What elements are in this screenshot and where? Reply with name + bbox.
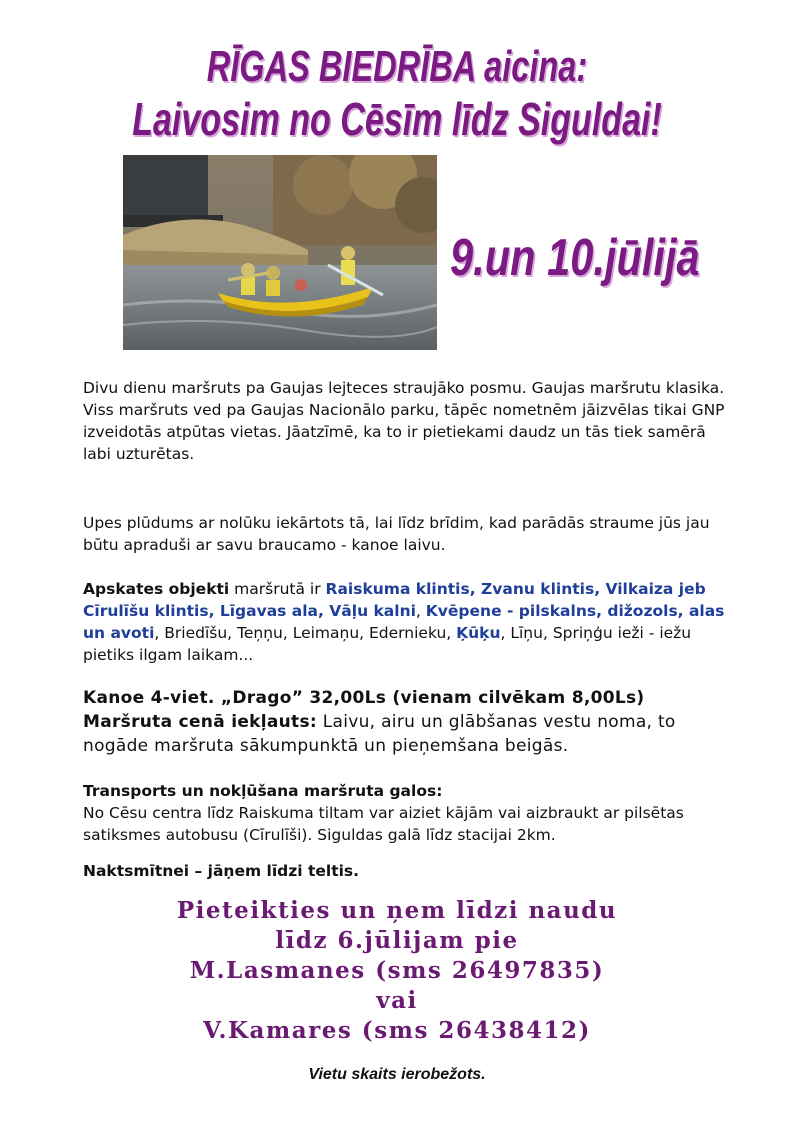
included-line xyxy=(83,710,733,758)
transport-text: No Cēsu centra līdz Raiskuma tiltam var aiziet kājām vai aizbraukt ar pilsētas satiksmes autobusu (Cīrulīši). Siguldas galā līdz stacijai 2km. xyxy=(83,804,684,844)
intro-line-2: Viss maršruts ved pa Gaujas Nacionālo parku, tāpēc nometnēm jāizvēlas tikai GNP izveidotās atpūtas vietas. Jāatzīmē, ka to ir pietiekami daudz un tās tiek samērā labi uzturētas. xyxy=(83,401,725,463)
price-line: Kanoe 4-viet. „Drago” 32,00Ls (vienam cilvēkam 8,00Ls) xyxy=(83,688,645,708)
intro-line-1: Divu dienu maršruts pa Gaujas lejteces straujāko posmu. Gaujas maršrutu klasika. xyxy=(83,379,725,397)
sight-kuku: Ķūķu xyxy=(456,624,501,642)
sights-text-1: maršrutā ir xyxy=(229,580,326,598)
price-block xyxy=(83,686,733,758)
included-label: Maršruta cenā iekļauts: xyxy=(83,712,318,732)
limited-places-note: Vietu skaits ierobežots. xyxy=(308,1066,486,1083)
transport-block xyxy=(83,780,733,846)
apply-line-4: vai xyxy=(376,987,418,1014)
event-date: 9.un 10.jūlijā xyxy=(450,229,700,287)
sight-raiskums: Raiskuma klintis xyxy=(325,580,470,598)
sights-text-5: , Līņu, Spriņģu ieži - iežu pietiks ilgam laikam... xyxy=(83,624,692,664)
sights-sep-1: , xyxy=(469,580,482,598)
intro-paragraph xyxy=(83,377,733,465)
sights-label: Apskates objekti xyxy=(83,580,230,598)
title-line-1: RĪGAS BIEDRĪBA aicina: xyxy=(206,42,588,91)
canoe-photo xyxy=(123,155,437,350)
night-note: Naktsmītnei – jāņem līdzi teltis. xyxy=(83,862,360,880)
sights-text-4: , Briedīšu, Teņņu, Leimaņu, Edernieku, xyxy=(154,624,457,642)
apply-block xyxy=(0,896,794,1046)
sights-paragraph xyxy=(83,578,733,666)
apply-line-2: līdz 6.jūlijam pie xyxy=(275,927,519,954)
sight-kvepene: Kvēpene - pilskalns, dižozols, alas un avoti xyxy=(83,602,725,642)
title-line-2: Laivosim no Cēsīm līdz Siguldai! xyxy=(132,93,662,145)
apply-line-3: M.Lasmanes (sms 26497835) xyxy=(189,957,605,984)
sights-sep-2: , xyxy=(415,602,426,620)
current-paragraph: Upes plūdums ar nolūku iekārtots tā, lai līdz brīdim, kad parādās straume jūs jau būtu apraduši ar savu braucamo - kanoe laivu. xyxy=(83,514,710,554)
sight-cliffs: Zvanu klintis, Vilkaiza jeb Cīrulīšu klintis, Līgavas ala, Vāļu kalni xyxy=(83,580,706,620)
apply-line-1: Pieteikties un ņem līdzi naudu xyxy=(176,897,618,924)
apply-line-5: V.Kamares (sms 26438412) xyxy=(203,1017,591,1044)
transport-label: Transports un nokļūšana maršruta galos: xyxy=(83,782,443,800)
included-text: Laivu, airu un glābšanas vestu noma, to nogāde maršruta sākumpunktā un pieņemšana beigās. xyxy=(83,712,676,756)
